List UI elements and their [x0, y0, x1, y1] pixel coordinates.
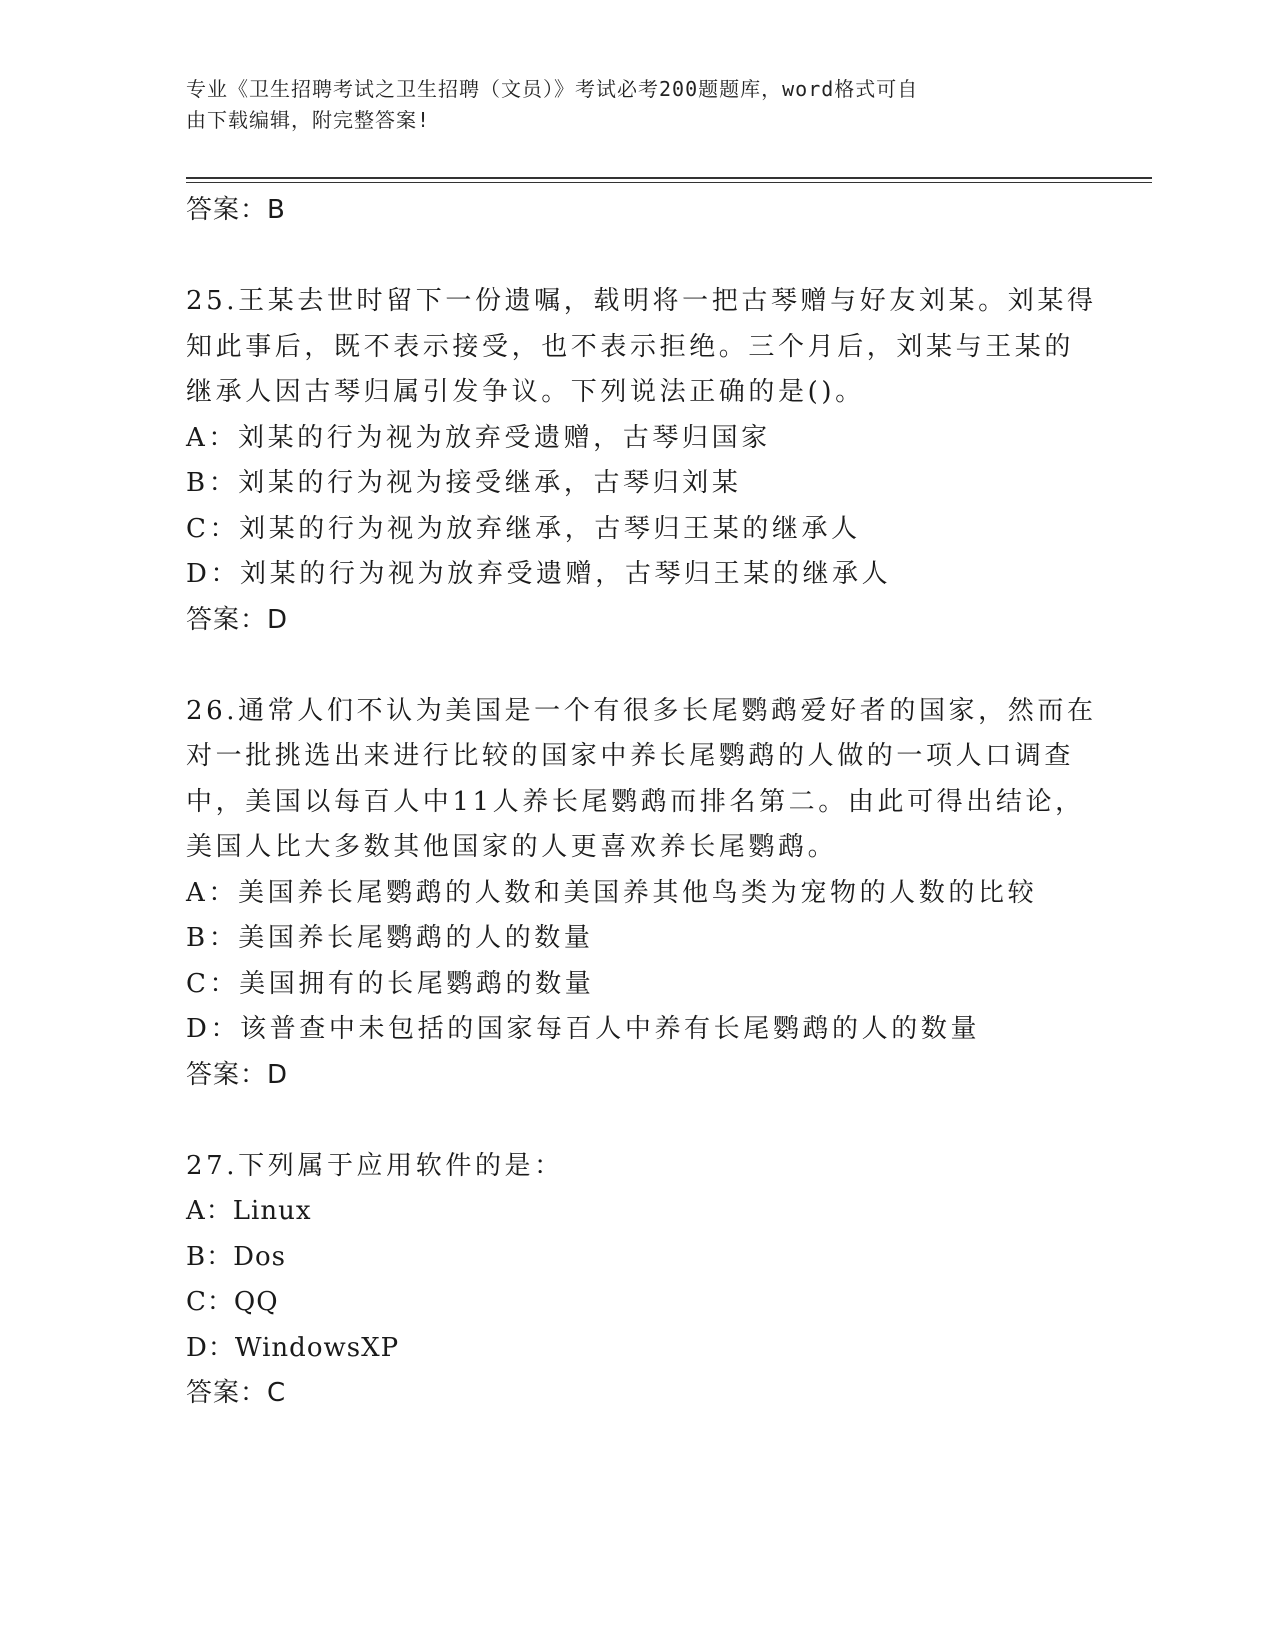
header-divider-thick: [186, 177, 1152, 179]
option-a: A：Linux: [186, 1196, 312, 1226]
question-answer: 答案：D: [186, 1059, 289, 1090]
question-stem-line: 知此事后，既不表示接受，也不表示拒绝。三个月后，刘某与王某的: [186, 331, 1075, 362]
question-26: [186, 689, 1097, 1099]
option-a: A：刘某的行为视为放弃受遗赠，古琴归国家: [186, 422, 771, 453]
previous-answer: 答案：B: [186, 195, 286, 225]
option-d: D：WindowsXP: [186, 1332, 400, 1363]
question-25: [186, 279, 1097, 643]
option-d: D：该普查中未包括的国家每百人中养有长尾鹦鹉的人的数量: [186, 1014, 981, 1044]
header-line-1: 专业《卫生招聘考试之卫生招聘（文员）》考试必考200题题库，word格式可自: [186, 77, 919, 101]
spacer: [186, 1098, 1086, 1144]
page-header: [186, 74, 1066, 136]
header-divider-thin: [186, 182, 1152, 183]
option-b: B：刘某的行为视为接受继承，古琴归刘某: [186, 468, 742, 498]
question-stem-line: 25.王某去世时留下一份遗嘱，载明将一把古琴赠与好友刘某。刘某得: [186, 286, 1097, 316]
option-c: C：QQ: [186, 1287, 279, 1317]
question-stem-line: 中，美国以每百人中11人养长尾鹦鹉而排名第二。由此可得出结论，: [186, 786, 1085, 817]
option-b: B：美国养长尾鹦鹉的人的数量: [186, 923, 594, 953]
question-stem-line: 27.下列属于应用软件的是：: [186, 1150, 564, 1181]
question-stem-line: 继承人因古琴归属引发争议。下列说法正确的是()。: [186, 377, 865, 407]
spacer: [186, 234, 1086, 280]
question-list: [186, 188, 1097, 1417]
question-answer: 答案：C: [186, 1378, 287, 1408]
option-c: C：刘某的行为视为放弃继承，古琴归王某的继承人: [186, 513, 861, 544]
option-a: A：美国养长尾鹦鹉的人数和美国养其他鸟类为宠物的人数的比较: [186, 877, 1038, 908]
option-d: D：刘某的行为视为放弃受遗赠，古琴归王某的继承人: [186, 559, 892, 589]
spacer: [186, 643, 1086, 689]
question-stem-line: 26.通常人们不认为美国是一个有很多长尾鹦鹉爱好者的国家，然而在: [186, 695, 1097, 726]
question-stem-line: 对一批挑选出来进行比较的国家中养长尾鹦鹉的人做的一项人口调查: [186, 741, 1075, 771]
option-c: C：美国拥有的长尾鹦鹉的数量: [186, 968, 595, 999]
question-27: [186, 1144, 1086, 1417]
question-stem-line: 美国人比大多数其他国家的人更喜欢养长尾鹦鹉。: [186, 832, 838, 862]
header-line-2: 由下载编辑，附完整答案!: [186, 108, 431, 132]
question-answer: 答案：D: [186, 604, 289, 635]
option-b: B：Dos: [186, 1241, 286, 1272]
